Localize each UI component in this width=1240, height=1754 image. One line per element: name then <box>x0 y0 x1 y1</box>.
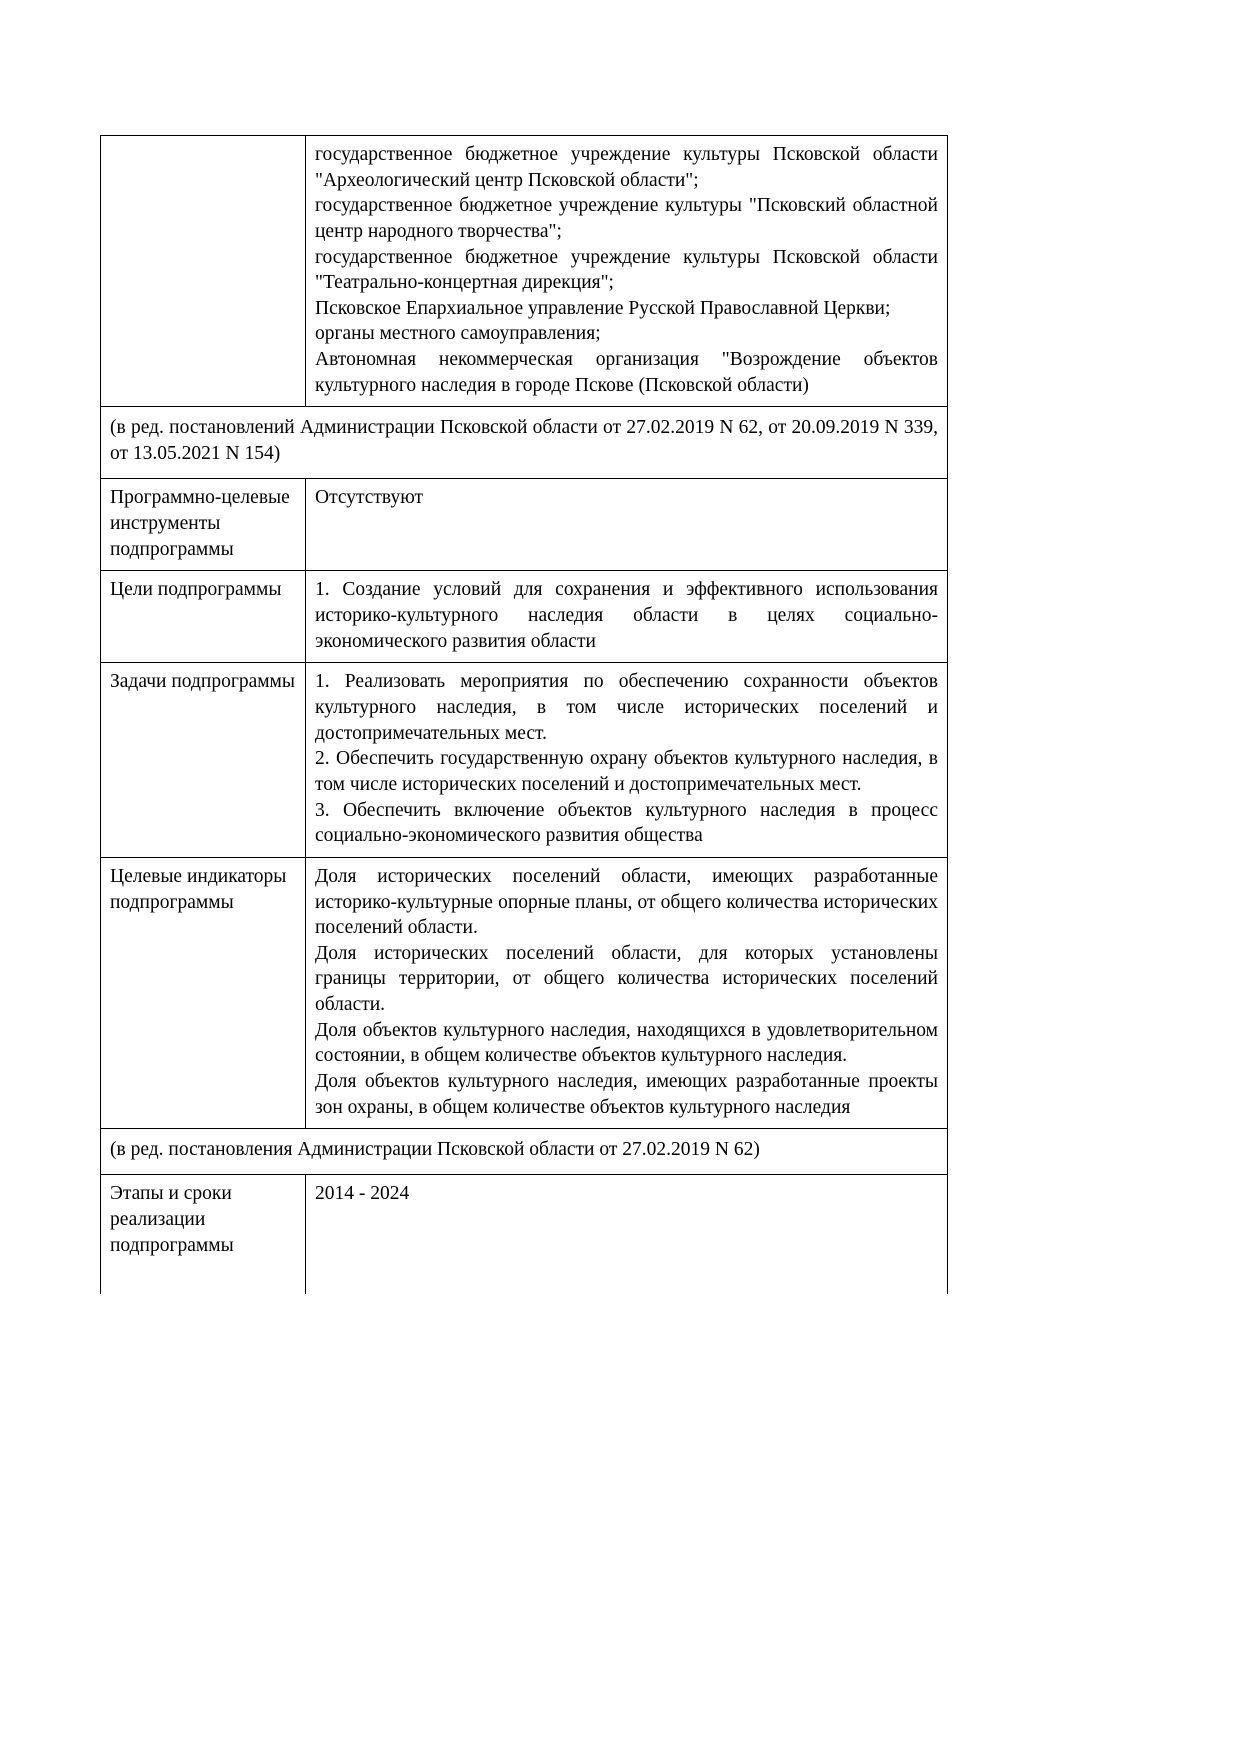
table-row <box>101 857 948 1128</box>
amendment-note-cell-participants <box>101 407 948 478</box>
row-label-cell-objectives <box>101 663 306 857</box>
row-value-cell-participants-continued <box>306 136 948 407</box>
indicator-item-3: Доля объектов культурного наследия, находящихся в удовлетворительном состоянии, в общем количестве объектов культурного наследия. <box>315 1019 938 1067</box>
document-sheet <box>100 135 948 1294</box>
table-row-note <box>101 1129 948 1175</box>
row-value-cell-goals <box>306 571 948 663</box>
row-label-text: Программно-целевые инструменты подпрограммы <box>110 486 290 560</box>
amendment-note-participants: (в ред. постановлений Администрации Псковской области от 27.02.2019 N 62, от 20.09.2019 N 339, от 13.05.2021 N 154) <box>110 417 938 465</box>
row-value-cell-stages-and-terms <box>306 1174 948 1294</box>
row-label-cell-stages-and-terms <box>101 1174 306 1294</box>
row-label-text: Цели подпрограммы <box>110 579 282 601</box>
table-row-note <box>101 407 948 478</box>
objective-item-2: 2. Обеспечить государственную охрану объектов культурного наследия, в том числе исторических поселений и достопримечательных мест. <box>315 748 938 795</box>
indicator-item-1: Доля исторических поселений области, имеющих разработанные историко-культурные опорные планы, от общего количества исторических поселений области. <box>315 865 938 939</box>
participants-line-1: государственное бюджетное учреждение культуры Псковской области "Археологический центр Псковской области"; <box>315 144 938 191</box>
table-row <box>101 1174 948 1294</box>
row-label-cell-target-indicators <box>101 857 306 1128</box>
participants-line-3: государственное бюджетное учреждение культуры Псковской области "Театрально-концертная дирекция"; <box>315 246 938 294</box>
subprogram-passport-table <box>100 135 948 1294</box>
amendment-note-target-indicators: (в ред. постановления Администрации Псковской области от 27.02.2019 N 62) <box>110 1139 760 1161</box>
value-text: 2014 - 2024 <box>315 1182 410 1204</box>
indicator-item-4: Доля объектов культурного наследия, имеющих разработанные проекты зон охраны, в общем количестве объектов культурного наследия <box>315 1070 938 1118</box>
table-row <box>101 663 948 857</box>
row-value-cell-program-target-instruments <box>306 478 948 571</box>
participants-line-2: государственное бюджетное учреждение культуры "Псковский областной центр народного творчества"; <box>315 195 938 242</box>
objective-item-1: 1. Реализовать мероприятия по обеспечению сохранности объектов культурного наследия, в том числе исторических поселений и достопримечательных мест. <box>315 671 938 744</box>
row-label-cell-participants-continued <box>101 136 306 407</box>
amendment-note-cell-target-indicators <box>101 1129 948 1175</box>
objective-item-3: 3. Обеспечить включение объектов культурного наследия в процесс социально-экономического развития общества <box>315 799 938 847</box>
row-label-text: Этапы и сроки реализации подпрограммы <box>110 1182 234 1256</box>
row-label-text: Задачи подпрограммы <box>110 671 296 693</box>
goal-item-1: 1. Создание условий для сохранения и эффективного использования историко-культурного наследия области в целях социально-экономического развития области <box>315 579 938 652</box>
participants-line-5: органы местного самоуправления; <box>315 323 601 345</box>
indicator-item-2: Доля исторических поселений области, для которых установлены границы территории, от общего количества исторических поселений области. <box>315 942 938 1016</box>
value-text: Отсутствуют <box>315 486 424 508</box>
row-label-cell-goals <box>101 571 306 663</box>
row-label-text: Целевые индикаторы подпрограммы <box>110 865 287 913</box>
row-value-cell-target-indicators <box>306 857 948 1128</box>
table-row <box>101 571 948 663</box>
row-value-cell-objectives <box>306 663 948 857</box>
row-label-cell-program-target-instruments <box>101 478 306 571</box>
table-row <box>101 136 948 407</box>
table-row <box>101 478 948 571</box>
participants-line-6: Автономная некоммерческая организация "Возрождение объектов культурного наследия в городе Пскове (Псковской области) <box>315 349 938 396</box>
participants-line-4: Псковское Епархиальное управление Русской Православной Церкви; <box>315 297 891 319</box>
